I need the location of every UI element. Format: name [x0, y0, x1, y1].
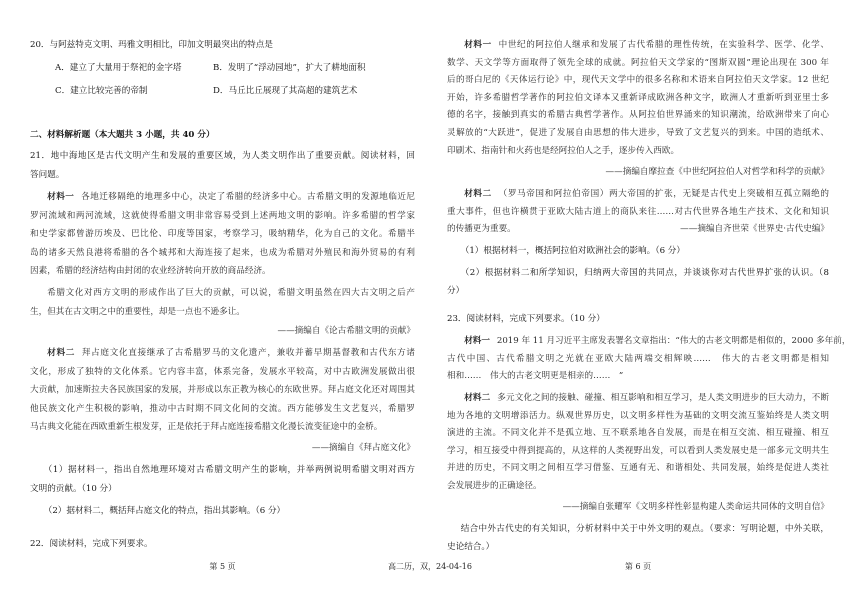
question-21-sub-1 [30, 461, 415, 498]
material-line: 岛的诸多天然良港将希腊的各个城邦和大海连接了起来，也成为希腊对外殖民和海外贸易的有利 [30, 247, 415, 258]
material-label: 材料二 [47, 348, 76, 358]
question-22-sub-2 [447, 265, 829, 300]
material-line: 罗河流域和两河流域，这就使得希腊文明非常容易受到上述两地文明的影响。许多希腊的哲学家 [30, 210, 415, 221]
material-text: 各地迁移隔绝的地理多中心，决定了希腊的经济多中心。古希腊文明的发源地临近尼 [81, 192, 415, 202]
material-line [447, 37, 829, 55]
material-text: 的传播更为重要。 [447, 224, 516, 235]
sub-question-line: 文明的贡献。（10 分） [30, 483, 117, 494]
source-citation: ——摘编自张耀军《文明多样性彰显构建人类命运共同体的文明自信》 [562, 502, 829, 512]
material-line [447, 333, 851, 351]
sub-question-line: （2）据材料二，概括拜占庭文化的特点，指出其影响。（6 分） [43, 506, 286, 516]
question-21-source-1 [30, 322, 415, 341]
sub-question-line: （1）根据材料一，概括阿拉伯对欧洲社会的影响。（6 分） [460, 246, 685, 256]
commentary-line: 希腊文化对西方文明的形成作出了巨大的贡献，可以说，希腊文明虽然在四大古文明之后产 [47, 288, 415, 298]
material-line: 开始，许多希腊哲学著作的阿拉伯文译本又重新译成欧洲各种文字，欧洲人才重新听到亚里士多 [447, 92, 829, 103]
option-a: A．建立了大量用于祭祀的金字塔 [55, 63, 182, 73]
section-title [30, 126, 415, 145]
page-number-right: 第 6 页 [624, 562, 652, 571]
material-text: 拜占庭文化直接继承了古希腊罗马的文化遗产，兼收并蓄早期基督教和古代东方诸 [81, 348, 415, 358]
question-23-material-2 [447, 390, 829, 496]
material-text: 中世纪的阿拉伯人继承和发展了古代希腊的理性传统，在实验科学、医学、化学、 [498, 40, 829, 50]
material-label: 材料一 [47, 192, 75, 202]
question-21-stem [30, 147, 415, 184]
question-22-stem [30, 535, 415, 554]
source-citation: ——摘编自《论古希腊文明的贡献》 [277, 326, 415, 336]
material-line: 和史学家都曾游历埃及、巴比伦、印度等国家，考察学习，吸纳精华，化为自己的文化。希腊半 [30, 229, 415, 239]
material-text: （罗马帝国和阿拉伯帝国）两大帝国的扩张，无疑是古代史上突破相互孤立隔绝的 [498, 189, 829, 199]
option-b: B．发明了“浮动园地”，扩大了耕地面积 [213, 63, 366, 73]
material-line: 德的名字，接触到真实的希腊古典哲学著作。从阿拉伯世界涌来的知识潮流，给欧洲带来了向心 [447, 110, 829, 121]
question-21-material-2 [30, 344, 415, 437]
question-21-sub-2 [30, 502, 415, 521]
section-title-text: 二、材料解析题（本大题共 3 小题，共 40 分） [30, 130, 215, 140]
option-c: C．建立比较完善的帝制 [55, 86, 148, 96]
question-22-sub-1 [447, 243, 829, 261]
question-23-source [447, 499, 829, 517]
material-line: 后的哥白尼的《天体运行论》中，现代天文学中的很多名称和术语来自阿拉伯天文学家。12 世纪 [447, 75, 829, 86]
sub-question-line: （1）据材料一，指出自然地理环境对古希腊文明产生的影响，并举两例说明希腊文明对西方 [43, 465, 415, 475]
task-line: 结合中外古代史的有关知识，分析材料中关于中外文明的观点。（要求：写明论题，中外关联， [460, 524, 829, 534]
material-line: 相和…… 伟大的古老文明更是相亲的…… ” [447, 371, 624, 382]
footer-exam-code: 高二历，双，24-04-16 [388, 562, 472, 571]
material-line [30, 188, 415, 207]
material-line: 学习，相互接受中得到提高的，从这样的人类视野出发，可以看到人类发展史是一部多元文明共生 [447, 445, 829, 456]
material-line [447, 186, 829, 204]
source-citation: ——摘编自摩拉查《中世纪阿拉伯人对哲学和科学的贡献》 [605, 167, 829, 177]
question-21-material-1 [30, 188, 415, 281]
task-line: 史论结合。） [447, 541, 495, 552]
material-line [30, 344, 415, 363]
material-line: 因素，希腊的经济结构由封闭的农业经济转向开放的商品经济。 [30, 266, 271, 276]
question-21-source-2 [30, 439, 415, 458]
material-label: 材料二 [464, 189, 492, 199]
material-line: 重大事件，但也许横贯于亚欧大陆古道上的商队来往……对古代世界各地生产技术、文化和知识 [447, 206, 829, 217]
material-line: 古代中国、古代希腊文明之光就在亚欧大陆两端交相辉映…… 伟大的古老文明都是相知 [447, 353, 829, 364]
material-line: 数学、天文学等方面取得了领先全球的成就。阿拉伯天文学家的“图斯双圆”理论出现在 300 年 [447, 57, 829, 68]
material-line-with-source [447, 221, 829, 239]
material-line: 文化，形成了独特的文化体系。它内容丰富，体系完备，发展水平较高，对中古欧洲发展做出很 [30, 366, 415, 377]
material-text: 多元文化之间的接触、碰撞、相互影响和相互学习，是人类文明进步的巨大动力，不断 [497, 393, 829, 403]
question-20-stem: 20．与阿兹特克文明、玛雅文明相比，印加文明最突出的特点是 [30, 40, 273, 50]
source-citation: ——摘编自齐世荣《世界史·古代史编》 [680, 224, 829, 235]
material-line: 地为各地的文明增添活力。纵观世界历史，以文明多样性为基础的文明交流互鉴始终是人类文明 [447, 410, 829, 421]
source-citation: ——摘编自《拜占庭文化》 [311, 443, 415, 453]
question-22-source-1 [447, 164, 829, 182]
question-23-stem [447, 311, 829, 329]
question-21-commentary [30, 284, 415, 321]
question-22-stem-text: 22．阅读材料，完成下列要求。 [30, 539, 153, 549]
question-20 [30, 36, 415, 55]
question-20-options-row-2 [30, 82, 415, 101]
option-d: D．马丘比丘展现了其高超的建筑艺术 [213, 86, 358, 96]
sub-question-line: （2）根据材料二和所学知识，归纳两大帝国的共同点，并谈谈你对古代世界扩张的认识。（8 [460, 268, 829, 278]
question-22-material-2 [447, 186, 829, 239]
material-label: 材料二 [464, 393, 491, 403]
material-line: 会发展进步的正确途径。 [447, 480, 542, 491]
material-label: 材料一 [464, 40, 492, 50]
question-23-task [447, 521, 829, 556]
material-line: 并进的历史，不同文明之间相互学习借鉴、互通有无、和谐相处、共同发展，始终是促进人类社 [447, 463, 829, 474]
sub-question-line: 分） [447, 285, 465, 296]
question-20-options-row-1 [30, 59, 415, 78]
question-22-material-1 [447, 37, 829, 160]
question-21-stem-line: 21．地中海地区是古代文明产生和发展的重要区域，为人类文明作出了重要贡献。阅读材料，回 [30, 151, 415, 161]
material-line: 他民族文化产生积极的影响，推动中古时期不同文化间的交流。西方能够发生文艺复兴，希腊罗 [30, 403, 415, 414]
material-line: 马古典文化能在西欧重新生根发芽，正是依托于拜占庭连接希腊文化漫长流变征途中的金桥。 [30, 422, 383, 432]
material-text: 2019 年 11 月习近平主席发表署名文章指出：“伟大的古老文明都是相似的，2000 多年前， [496, 336, 851, 346]
question-23-material-1 [447, 333, 851, 386]
material-line [447, 390, 829, 408]
material-line: 大贡献，加速斯拉夫各民族国家的发展，并形成以东正教为核心的东欧世界。拜占庭文化还对周围其 [30, 385, 415, 395]
material-line: 印刷术、指南针和火药也是经阿拉伯人之手，逐步传入西欧。 [447, 145, 680, 156]
question-21-stem-line: 答问题。 [30, 169, 65, 180]
commentary-line: 生，但其在古文明之中的重要性，却是一点也不逊多让。 [30, 306, 245, 317]
material-line: 灵解放的“大跃进”，促进了发展自由思想的伟大进步，导致了文艺复兴的到来。中国的造纸术、 [447, 127, 829, 138]
page-number-left: 第 5 页 [209, 562, 236, 571]
material-line: 演进的主流。不同文化并不是孤立地、互不联系地各自发展，而是在相互交流、相互碰撞、相互 [447, 428, 829, 439]
material-label: 材料一 [464, 336, 490, 346]
question-23-stem-text: 23．阅读材料，完成下列要求。（10 分） [447, 314, 605, 324]
